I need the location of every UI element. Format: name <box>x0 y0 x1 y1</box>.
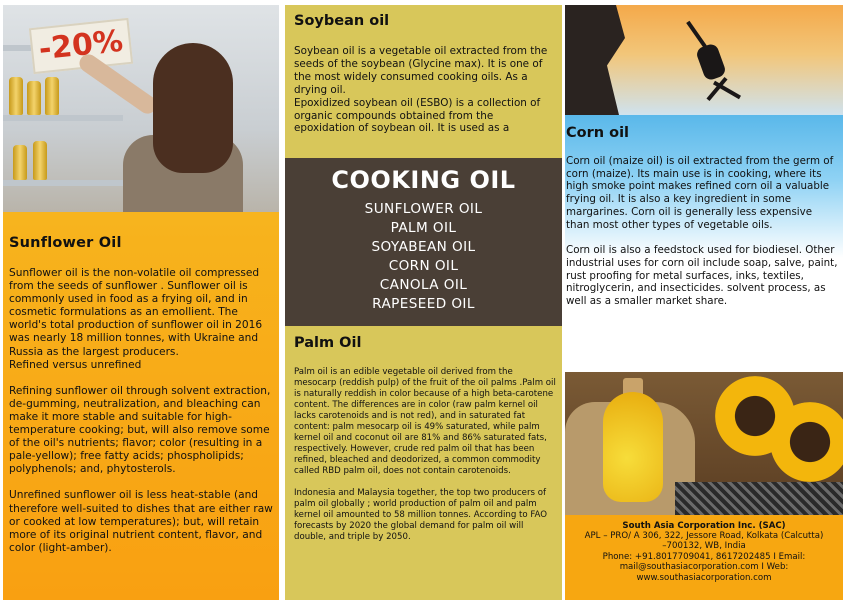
shopping-photo <box>3 5 279 212</box>
seeds <box>675 482 843 515</box>
company-address: –700132, WB, India <box>662 541 746 552</box>
company-address: APL – PRO/ A 306, 322, Jessore Road, Kolkata (Calcutta) <box>584 531 824 541</box>
cooking-oil-item: SUNFLOWER OIL <box>364 201 483 217</box>
cooking-oil-item: CORN OIL <box>388 258 459 274</box>
corn-column <box>565 5 843 600</box>
bottle-icon <box>33 141 47 180</box>
cooking-oil-list <box>285 200 562 314</box>
bottle-icon <box>27 81 41 115</box>
corn-section <box>565 115 843 375</box>
cooking-oil-item: PALM OIL <box>390 220 457 236</box>
sunflower-icon <box>770 402 843 482</box>
palm-heading: Palm Oil <box>294 335 362 351</box>
company-email[interactable]: mail@southasiacorporation.com I Web: <box>619 562 789 573</box>
oil-jar-icon <box>603 392 663 502</box>
sunflower-column <box>3 5 279 600</box>
company-name: South Asia Corporation Inc. (SAC) <box>622 521 786 531</box>
soybean-section <box>294 13 556 135</box>
bottle-icon <box>45 77 59 115</box>
palm-paragraph: Indonesia and Malaysia together, the top two producers of palm oil globally ; world production of palm oil and palm kernel oil amounted to 58 million tonnes. According to FAO forecasts by 2020 the global demand for palm oil will double, and triple by 2050. <box>294 488 548 542</box>
company-info <box>565 515 843 600</box>
climber-photo <box>565 5 843 115</box>
woman-hair <box>153 43 233 173</box>
bottle-icon <box>9 77 23 115</box>
sunflower-text <box>9 235 275 555</box>
middle-column <box>285 5 562 600</box>
cooking-oil-item: CANOLA OIL <box>379 277 468 293</box>
soybean-paragraph: Soybean oil is a vegetable oil extracted from the seeds of the soybean (Glycine max). It is one of the most widely consumed cooking oils. As a drying oil. <box>294 45 548 96</box>
oil-jar-photo <box>565 372 843 515</box>
climber-body <box>695 42 727 81</box>
price-tag: -20% <box>29 18 133 74</box>
cooking-oil-box <box>285 158 562 326</box>
palm-section <box>294 335 556 543</box>
corn-paragraph: Corn oil (maize oil) is oil extracted from the germ of corn (maize). Its main use is in cooking, where its high smoke point makes refined corn oil a valuable frying oil. It is also a key ingredient in some margarines. Corn oil is generally less expensive than most other types of vegetable oils. <box>566 155 834 231</box>
sunflower-paragraph: Refining sunflower oil through solvent extraction, de-gumming, neutralization, and bleaching can make it more stable and suitable for high-temperature cooking; but, will also remove some of the oil's nutrients; flavor; color (resulting in a pale-yellow); free fatty acids; phospholipids; polyphenols; and, phytosterols. <box>9 384 271 476</box>
company-website[interactable]: www.southasiacorporation.com <box>636 572 772 583</box>
shelf <box>3 115 123 121</box>
company-contact: Phone: +91.8017709041, 8617202485 I Email: <box>602 551 806 562</box>
cooking-oil-item: RAPESEED OIL <box>372 296 475 312</box>
cooking-oil-title: COOKING OIL <box>331 166 516 194</box>
palm-paragraph: Palm oil is an edible vegetable oil derived from the mesocarp (reddish pulp) of the fruit of the oil palms .Palm oil is naturally reddish in color because of a high beta-carotene content. The differences are in color (raw palm kernel oil lacks carotenoids and is not red), and in saturated fat content: palm mesocarp oil is 49% saturated, while palm kernel oil and coconut oil are 81% and 86% saturated fats, respectively. However, crude red palm oil that has been refined, bleached and deodorized, a common commodity called RBD palm oil, does not contain carotenoids. <box>294 367 556 476</box>
soybean-paragraph: Epoxidized soybean oil (ESBO) is a collection of organic compounds obtained from the epoxidation of soybean oil. It is used as a <box>294 96 541 135</box>
sunflower-paragraph: Unrefined sunflower oil is less heat-stable (and therefore well-suited to dishes that are either raw or cooked at low temperatures); but, will retain more of its original nutrient content, flavor, and color (light-amber). <box>9 489 273 554</box>
soybean-heading: Soybean oil <box>294 13 390 29</box>
sunflower-paragraph: Sunflower oil is the non-volatile oil compressed from the seeds of sunflower . Sunflower oil is commonly used in food as a frying oil, and in cosmetic formulations as an emollient. The world's total production of sunflower oil in 2016 was nearly 18 million tonnes, with Ukraine and Russia as the largest producers. Refined versus unrefined <box>9 267 263 371</box>
corn-paragraph: Corn oil is also a feedstock used for biodiesel. Other industrial uses for corn oil include soap, salve, paint, rust proofing for metal surfaces, inks, textiles, nitroglycerin, and insecticides. solvent process, as well as a smaller market share. <box>566 244 838 308</box>
shelf <box>3 180 123 186</box>
rock-silhouette <box>565 5 625 115</box>
corn-heading: Corn oil <box>566 125 630 141</box>
corn-text <box>566 125 838 308</box>
cooking-oil-item: SOYABEAN OIL <box>371 239 476 255</box>
bottle-icon <box>13 145 27 180</box>
sunflower-heading: Sunflower Oil <box>9 235 122 251</box>
